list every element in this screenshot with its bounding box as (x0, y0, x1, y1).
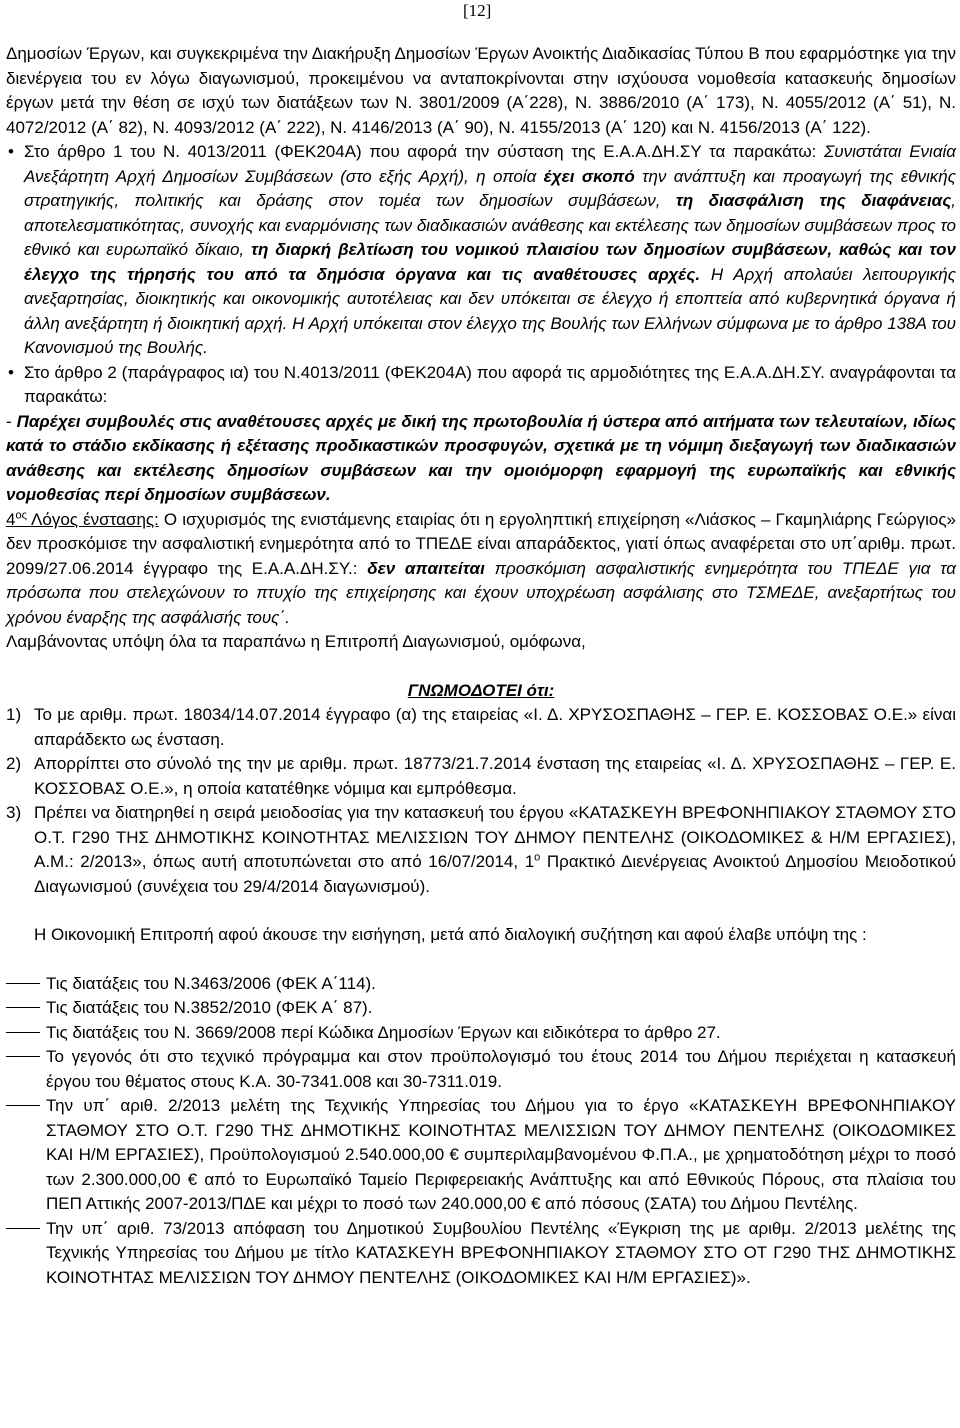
decision-item (6, 801, 956, 899)
reason-4-heading (6, 510, 159, 529)
committee-paragraph: Η Οικονομική Επιτροπή αφού άκουσε την εισήγηση, μετά από διαλογική συζήτηση και αφού έλαβε υπόψη της : (34, 925, 867, 944)
quote-text: , αποτελεσματικότητας, συνοχής και εναρμόνισης των διαδικασιών ανάθεσης και εκτέλεσης των δημοσίων συμβάσεων προς το εθνικό και ευρωπαϊκό δίκαιο, (24, 191, 956, 259)
spacer (6, 948, 956, 972)
summary-line: Λαμβάνοντας υπόψη όλα τα παραπάνω η Επιτροπή Διαγωνισμού, ομόφωνα, (6, 632, 586, 651)
reference-list (6, 972, 956, 1291)
decision-item (6, 752, 956, 801)
reference-item: Το γεγονός ότι στο τεχνικό πρόγραμμα και στον προϋπολογισμό του έτους 2014 του Δήμου περιέχεται η κατασκευή έργου του θέματος στους Κ.Α. 30-7341.008 και 30-7311.019. (6, 1045, 956, 1094)
quote-text: Η Αρχή απολαύει λειτουργικής ανεξαρτησίας, διοικητικής και οικονομικής αυτοτέλειας και δεν υπόκειται σε έλεγχο ή εποπτεία από κυβερνητικά όργανα ή άλλη ανεξάρτητη ή διοικητική αρχή. Η Αρχή υπόκειται στον έλεγχο της Βουλής των Ελλήνων σύμφωνα με το άρθρο 138Α του Κανονισμού της Βουλής. (24, 264, 956, 357)
decision-item (6, 703, 956, 752)
decision-heading: ΓΝΩΜΟΔΟΤΕΙ ότι: (407, 680, 555, 700)
bullet-article-1 (6, 140, 956, 361)
bullet-article-1-lead: Στο άρθρο 1 του Ν. 4013/2011 (ΦΕΚ204Α) που αφορά την σύσταση της Ε.Α.Α.ΔΗ.ΣΥ τα παρακάτω: (24, 142, 817, 161)
reference-item: Τις διατάξεις του Ν.3852/2010 (ΦΕΚ Α΄ 87). (6, 996, 956, 1021)
bullet-article-2-lead: Στο άρθρο 2 (παράγραφος ια) του Ν.4013/2011 (ΦΕΚ204Α) που αφορά τις αρμοδιότητες της Ε.Α.Α.ΔΗ.ΣΥ. αναγράφονται τα παρακάτω: (24, 362, 956, 406)
reason-emphasis: δεν απαιτείται (367, 558, 485, 578)
page-number: [12] (463, 1, 492, 20)
spacer (6, 899, 956, 923)
reference-item: Τις διατάξεις του Ν. 3669/2008 περί Κώδικα Δημοσίων Έργων και ειδικότερα το άρθρο 27. (6, 1021, 956, 1046)
ordinal-marker: ο (534, 851, 541, 864)
quote-emphasis: Παρέχει συμβουλές στις αναθέτουσες αρχές με δική της πρωτοβουλία ή ύστερα από αιτήματα των τελευταίων, ιδίως κατά το στάδιο εκδίκασης ή εξέτασης προδικαστικών προσφυγών, σχετικά με τη νόμιμη διεξαγωγή των διαδικασιών ανάθεσης και εκτέλεσης δημοσίων συμβάσεων και την ομοιόμορφη εφαρμογή της ευρωπαϊκής και εθνικής νομοθεσίας περί δημοσίων συμβάσεων. (6, 411, 956, 504)
decision-number: 1) (6, 705, 22, 724)
reference-item: Την υπ΄ αριθ. 2/2013 μελέτη της Τεχνικής Υπηρεσίας του Δήμου για το έργο «ΚΑΤΑΣΚΕΥΗ ΒΡΕΦΟΝΗΠΙΑΚΟΥ ΣΤΑΘΜΟΥ ΣΤΟ Ο.Τ. Γ290 ΤΗΣ ΔΗΜΟΤΙΚΗΣ ΚΟΙΝΟΤΗΤΑΣ ΜΕΛΙΣΣΙΩΝ ΤΟΥ ΔΗΜΟΥ ΠΕΝΤΕΛΗΣ (ΟΙΚΟΔΟΜΙΚΕΣ ΚΑΙ Η/Μ ΕΡΓΑΣΙΕΣ), Προϋπολογισμού 2.540.000,00 € συμπεριλαμβανομένου Φ.Π.Α., με χρηματοδότηση μέχρι το ποσό των 2.300.000,00 € από το Ευρωπαϊκό Ταμείο Περιφερειακής Ανάπτυξης και από Εθνικούς Πόρους, στα πλαίσια του ΠΕΠ Αττικής 2007-2013/ΠΔΕ και μέχρι το ποσό των 240.000,00 € από πόσους (ΣΑΤΑ) του Δήμου Πεντέλης. (6, 1094, 956, 1217)
quote-emphasis: έχει σκοπό (543, 166, 635, 186)
decision-number: 3) (6, 803, 22, 822)
decision-text: Πρέπει να διατηρηθεί η σειρά μειοδοσίας για την κατασκευή του έργου «ΚΑΤΑΣΚΕΥΗ ΒΡΕΦΟΝΗΠΙΑΚΟΥ ΣΤΑΘΜΟΥ ΣΤΟ Ο.Τ. Γ290 ΤΗΣ ΔΗΜΟΤΙΚΗΣ ΚΟΙΝΟΤΗΤΑΣ ΜΕΛΙΣΣΙΩΝ ΤΟΥ ΔΗΜΟΥ ΠΕΝΤΕΛΗΣ (ΟΙΚΟΔΟΜΙΚΕΣ & Η/Μ ΕΡΓΑΣΙΕΣ), Α.Μ.: 2/2013», όπως αυτή αποτυπώνεται στο από 16/07/2014, 1 (34, 803, 956, 871)
decision-text: Το με αριθμ. πρωτ. 18034/14.07.2014 έγγραφο (α) της εταιρείας «Ι. Δ. ΧΡΥΣΟΣΠΑΘΗΣ – ΓΕΡ. Ε. ΚΟΣΣΟΒΑΣ Ο.Ε.» είναι απαράδεκτο ως ένσταση. (34, 705, 956, 749)
spacer (6, 655, 956, 679)
reason-italic: προσκόμιση ασφαλιστικής ενημερότητα του ΤΠΕΔΕ για τα πρόσωπα που στελεχώνουν το πτυχίο της επιχείρησης και έχουν υποχρέωση ασφάλισης στο ΤΣΜΕΔΕ, ανεξαρτήτως του χρόνου έναρξης της ασφάλισής τους΄. (6, 558, 956, 627)
dash-marker: - (6, 411, 17, 431)
reason-4-paragraph (6, 508, 956, 631)
quote-emphasis: τη διαρκή βελτίωση του νομικού πλαισίου των δημοσίων συμβάσεων, καθώς και τον έλεγχο της τήρησής του από τα δημόσια όργανα και τις αναθέτουσες αρχές. (24, 240, 956, 284)
decision-number: 2) (6, 754, 22, 773)
reason-label: Λόγος ένστασης: (26, 509, 159, 529)
quote-emphasis: τη διασφάλιση της διαφάνειας (675, 191, 952, 210)
reason-text: Ο ισχυρισμός της ενιστάμενης εταιρίας ότι η εργοληπτική επιχείρηση «Λιάσκος – Γκαμηλιάρης Γεώργιος» δεν προσκόμισε την ασφαλιστική ενημερότητα από το ΤΠΕΔΕ είναι απαράδεκτος, γιατί όπως αναφέρεται στο υπ΄αριθμ. πρωτ. 2099/27.06.2014 έγγραφο της Ε.Α.Α.ΔΗ.ΣΥ.: (6, 509, 957, 578)
reason-ordinal: ος (15, 508, 27, 521)
intro-paragraph: Δημοσίων Έργων, και συγκεκριμένα την Διακήρυξη Δημοσίων Έργων Ανοικτής Διαδικασίας Τύπου Β που εφαρμόστηκε για την διενέργεια του εν λόγω διαγωνισμού, προκειμένου να ανταποκρίνονται στην ισχύουσα νομοθεσία κατασκευής δημοσίων έργων μετά την θέση σε ισχύ των διατάξεων των Ν. 3801/2009 (Α΄228), Ν. 3886/2010 (Α΄ 173), Ν. 4055/2012 (Α΄ 51), Ν. 4072/2012 (Α΄ 82), Ν. 4093/2012 (Α΄ 222), Ν. 4146/2013 (Α΄ 90), Ν. 4155/2013 (Α΄ 120) και Ν. 4156/2013 (Α΄ 122). (6, 44, 956, 137)
document-body (6, 42, 956, 1290)
article-2-quote (6, 410, 956, 508)
decision-text: Απορρίπτει στο σύνολό της την με αριθμ. πρωτ. 18773/21.7.2014 ένσταση της εταιρείας «Ι. Δ. ΧΡΥΣΟΣΠΑΘΗΣ – ΓΕΡ. Ε. ΚΟΣΣΟΒΑΣ Ο.Ε.», η οποία κατατέθηκε νόμιμα και εμπρόθεσμα. (34, 754, 956, 798)
reference-item: Την υπ΄ αριθ. 73/2013 απόφαση του Δημοτικού Συμβουλίου Πεντέλης «Έγκριση της με αριθμ. 2/2013 μελέτης της Τεχνικής Υπηρεσίας του Δήμου με τίτλο ΚΑΤΑΣΚΕΥΗ ΒΡΕΦΟΝΗΠΙΑΚΟΥ ΣΤΑΘΜΟΥ ΣΤΟ ΟΤ Γ290 ΤΗΣ ΔΗΜΟΤΙΚΗΣ ΚΟΙΝΟΤΗΤΑΣ ΜΕΛΙΣΣΙΩΝ ΤΟΥ ΔΗΜΟΥ ΠΕΝΤΕΛΗΣ (ΟΙΚΟΔΟΜΙΚΕΣ ΚΑΙ Η/Μ ΕΡΓΑΣΙΕΣ)». (6, 1217, 956, 1291)
decision-list (6, 703, 956, 899)
reason-number: 4 (6, 509, 16, 529)
decision-text-cont: Πρακτικό Διενέργειας Ανοικτού Δημοσίου Μειοδοτικού Διαγωνισμού (συνέχεια του 29/4/2014 διαγωνισμού). (34, 852, 957, 896)
reference-item: Τις διατάξεις του Ν.3463/2006 (ΦΕΚ Α΄114). (6, 972, 956, 997)
quote-text: Συνιστάται Ενιαία Ανεξάρτητη Αρχή Δημοσίων Συμβάσεων (στο εξής Αρχή), η οποία (24, 142, 956, 186)
bullet-article-2 (6, 361, 956, 410)
quote-text: την ανάπτυξη και προαγωγή της εθνικής στρατηγικής, πολιτικής και δράσης στον τομέα των δημοσίων συμβάσεων, (24, 166, 957, 210)
